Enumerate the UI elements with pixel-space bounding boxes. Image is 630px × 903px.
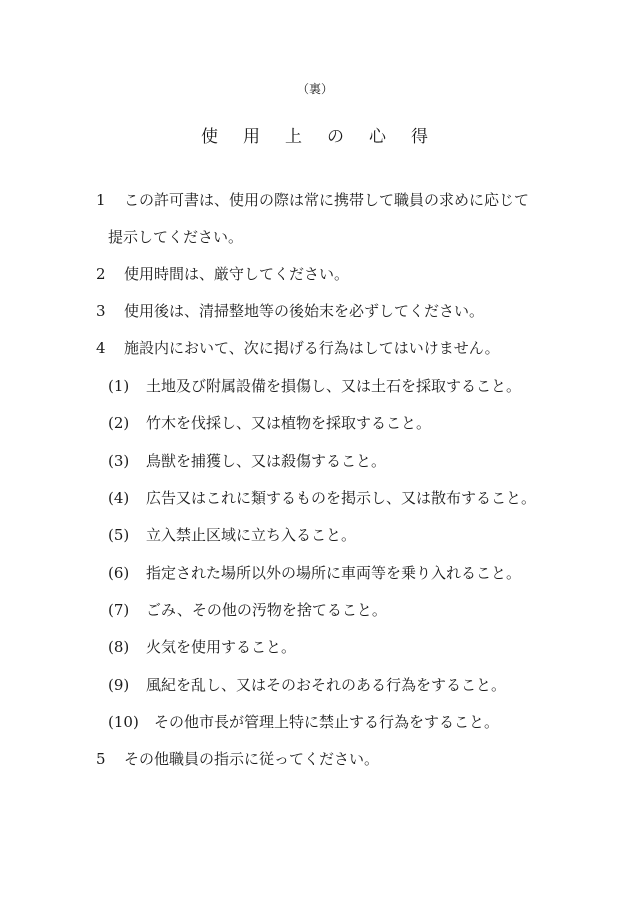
item-text: 土地及び附属設備を損傷し、又は土石を採取すること。 — [146, 377, 522, 395]
title-char: 用 — [243, 127, 261, 147]
sub-item-10 — [108, 712, 499, 732]
sub-item-5 — [108, 525, 356, 545]
page-title — [0, 122, 630, 147]
item-text: 広告又はこれに類するものを掲示し、又は散布すること。 — [146, 489, 537, 507]
title-char: 心 — [369, 127, 387, 147]
item-text: ごみ、その他の汚物を捨てること。 — [146, 601, 387, 619]
item-number: (1) — [108, 377, 130, 395]
item-text: 立入禁止区域に立ち入ること。 — [146, 526, 357, 544]
rule-item-1-continuation — [108, 227, 243, 247]
rule-item-5 — [96, 749, 379, 769]
sub-item-4 — [108, 488, 536, 508]
item-number: 2 — [96, 265, 106, 283]
item-number: (2) — [108, 414, 130, 432]
title-char: 得 — [411, 127, 429, 147]
item-text: 提示してください。 — [108, 228, 244, 246]
side-label: （裏） — [296, 82, 333, 96]
item-text: 使用時間は、厳守してください。 — [124, 265, 350, 283]
item-text: 使用後は、清掃整地等の後始末を必ずしてください。 — [124, 302, 485, 320]
item-text: 竹木を伐採し、又は植物を採取すること。 — [146, 414, 432, 432]
item-text: この許可書は、使用の際は常に携帯して職員の求めに応じて — [124, 191, 530, 209]
item-number: (4) — [108, 489, 130, 507]
item-text: 施設内において、次に掲げる行為はしてはいけません。 — [124, 339, 500, 357]
item-text: 鳥獣を捕獲し、又は殺傷すること。 — [146, 452, 387, 470]
item-text: 風紀を乱し、又はそのおそれのある行為をすること。 — [146, 676, 507, 694]
title-char: 使 — [201, 127, 219, 147]
sub-item-6 — [108, 563, 521, 583]
sub-item-3 — [108, 451, 386, 471]
item-number: (10) — [108, 713, 139, 731]
item-number: 3 — [96, 302, 106, 320]
item-text: 指定された場所以外の場所に車両等を乗り入れること。 — [146, 564, 522, 582]
title-char: 上 — [285, 127, 303, 147]
item-text: その他職員の指示に従ってください。 — [124, 750, 380, 768]
sub-item-2 — [108, 413, 431, 433]
item-text: 火気を使用すること。 — [146, 638, 297, 656]
item-number: (6) — [108, 564, 130, 582]
item-number: 1 — [96, 191, 106, 209]
rule-item-3 — [96, 301, 484, 321]
sub-item-8 — [108, 637, 296, 657]
title-char: の — [327, 127, 345, 147]
item-number: (8) — [108, 638, 130, 656]
rule-item-2 — [96, 264, 349, 284]
rule-item-4 — [96, 338, 500, 358]
item-number: 5 — [96, 750, 106, 768]
sub-item-9 — [108, 675, 506, 695]
item-number: (9) — [108, 676, 130, 694]
item-number: (5) — [108, 526, 130, 544]
item-number: (3) — [108, 452, 130, 470]
item-number: 4 — [96, 339, 106, 357]
item-number: (7) — [108, 601, 130, 619]
sub-item-7 — [108, 600, 387, 620]
item-text: その他市長が管理上特に禁止する行為をすること。 — [154, 713, 500, 731]
sub-item-1 — [108, 376, 521, 396]
rule-item-1 — [96, 190, 529, 210]
